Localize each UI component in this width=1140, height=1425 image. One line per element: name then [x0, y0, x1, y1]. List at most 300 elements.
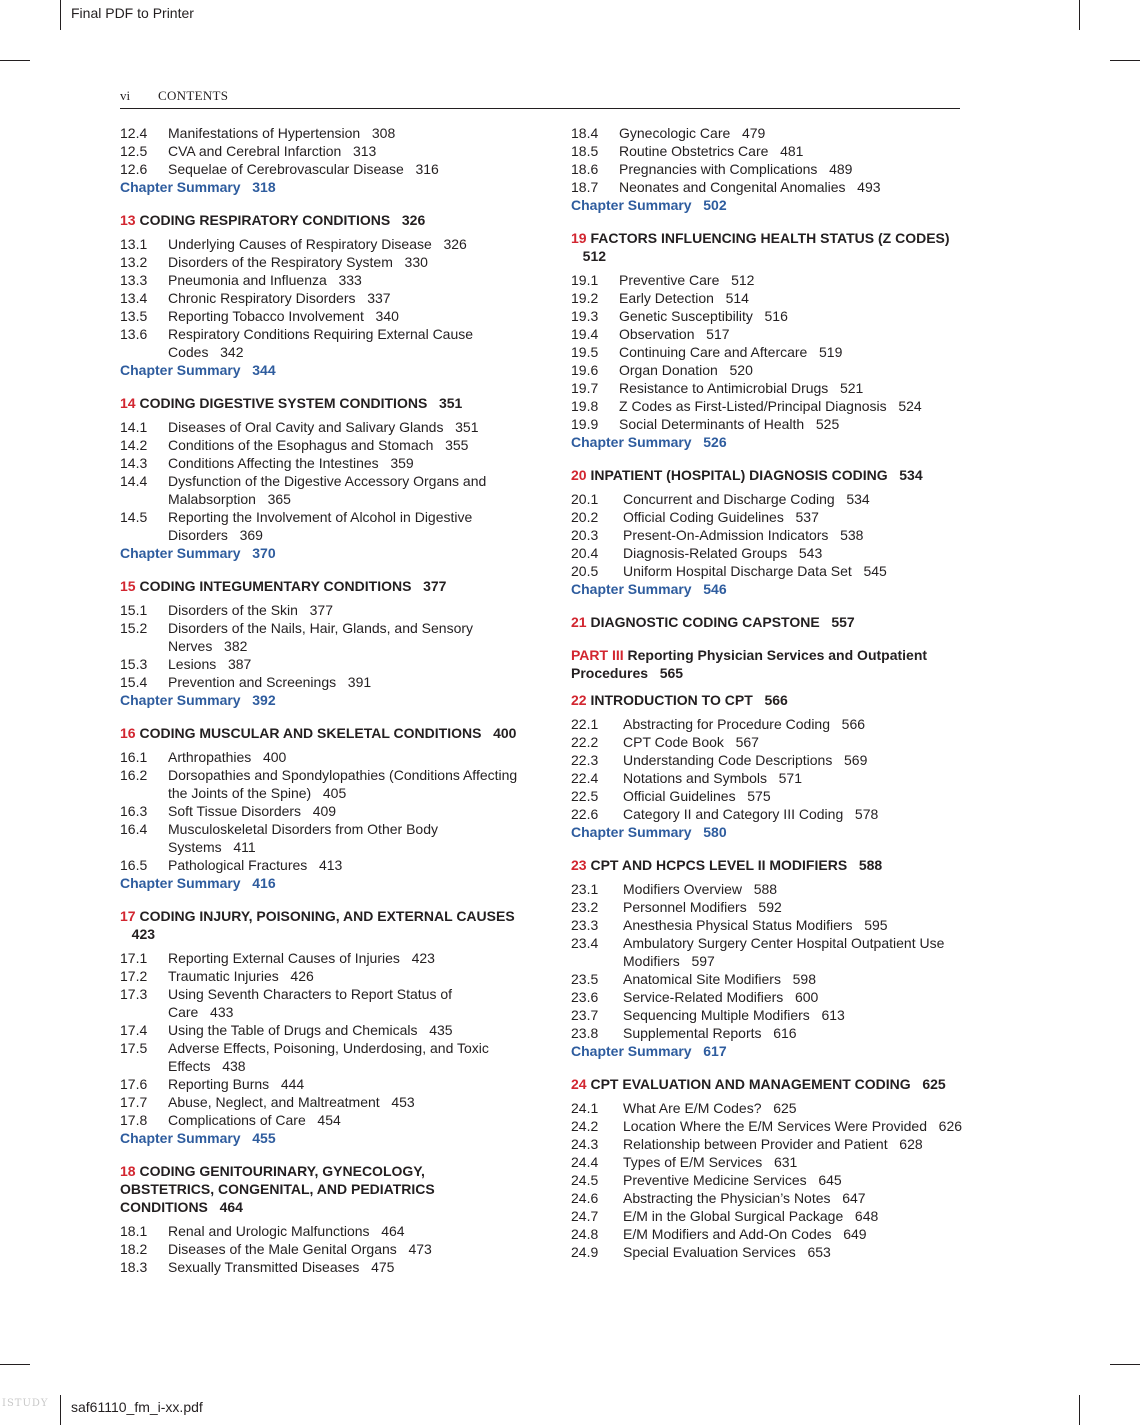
chapter-heading[interactable]	[571, 613, 966, 631]
chapter-page: 625	[922, 1076, 946, 1092]
spacer	[835, 491, 847, 507]
section-title: Conditions of the Esophagus and Stomach 355	[168, 437, 469, 453]
toc-entry[interactable]	[571, 970, 966, 988]
chapter-summary-page: 370	[252, 545, 276, 561]
section-title: Adverse Effects, Poisoning, Underdosing, and Toxic Effects 438	[168, 1040, 489, 1074]
toc-entry[interactable]	[571, 1225, 966, 1243]
section-number: 18.6	[571, 161, 599, 177]
section-title: Types of E/M Services 631	[623, 1154, 798, 1170]
chapter-summary-page: 416	[252, 875, 276, 891]
toc-entry[interactable]	[120, 160, 520, 178]
spacer	[433, 437, 445, 453]
spacer	[400, 950, 412, 966]
spacer	[380, 1094, 392, 1110]
section-title: CVA and Cerebral Infarction 313	[168, 143, 377, 159]
toc-entry[interactable]	[120, 985, 520, 1021]
toc-left-column	[120, 124, 520, 1291]
chapter-22	[571, 691, 966, 841]
spacer	[418, 1022, 430, 1038]
toc-entry[interactable]	[571, 988, 966, 1006]
spacer	[762, 1025, 774, 1041]
chapter-number: 14	[120, 395, 136, 411]
section-title: Dysfunction of the Digestive Accessory Organs and Malabsorption 365	[168, 473, 487, 507]
section-number: 20.1	[571, 491, 599, 507]
section-title: Notations and Symbols 571	[623, 770, 802, 786]
chapter-15	[120, 577, 520, 709]
chapter-heading[interactable]	[571, 229, 966, 265]
section-title: Resistance to Antimicrobial Drugs 521	[619, 380, 864, 396]
toc-entries	[120, 601, 520, 691]
toc-entry[interactable]	[571, 1117, 966, 1135]
toc-entry[interactable]	[571, 508, 966, 526]
section-number: 18.5	[571, 143, 599, 159]
toc-entry[interactable]	[571, 715, 966, 733]
chapter-number: 19	[571, 230, 587, 246]
chapter-title: CODING INJURY, POISONING, AND EXTERNAL CAUSES	[139, 908, 515, 924]
section-page: 473	[408, 1241, 432, 1257]
toc-entry[interactable]	[120, 1111, 520, 1129]
toc-entry[interactable]	[571, 1171, 966, 1189]
section-number: 24.7	[571, 1208, 599, 1224]
spacer	[888, 1136, 900, 1152]
chapter-summary-link[interactable]	[571, 580, 966, 598]
section-number: 17.7	[120, 1094, 148, 1110]
toc-entry[interactable]	[120, 673, 520, 691]
section-page: 387	[227, 656, 252, 672]
chapter-17	[120, 907, 520, 1147]
section-title: E/M Modifiers and Add-On Codes 649	[623, 1226, 867, 1242]
toc-entry[interactable]	[120, 1075, 520, 1093]
section-number: 16.4	[120, 821, 148, 837]
section-title: Sequelae of Cerebrovascular Disease 316	[168, 161, 439, 177]
toc-entry[interactable]	[571, 1024, 966, 1042]
section-page: 628	[899, 1136, 923, 1152]
spacer	[298, 602, 310, 618]
section-number: 19.2	[571, 290, 599, 306]
section-title: Complications of Care 454	[168, 1112, 341, 1128]
crop-mark	[60, 0, 61, 30]
section-title: Respiratory Conditions Requiring External Cause Codes 342	[168, 326, 474, 360]
section-title: Sequencing Multiple Modifiers 613	[623, 1007, 845, 1023]
section-title: Service-Related Modifiers 600	[623, 989, 819, 1005]
toc-entry[interactable]	[120, 436, 520, 454]
section-title: Preventive Care 512	[619, 272, 755, 288]
section-page: 517	[706, 326, 730, 342]
spacer	[843, 806, 855, 822]
toc-entry[interactable]	[571, 562, 966, 580]
toc-entry[interactable]	[571, 343, 966, 361]
spacer	[256, 491, 268, 507]
crop-mark	[1079, 1395, 1080, 1425]
section-title: Gynecologic Care 479	[619, 125, 766, 141]
section-title: Early Detection 514	[619, 290, 749, 306]
spacer	[269, 1076, 281, 1092]
part-label: PART III	[571, 647, 624, 663]
chapter-title: CPT EVALUATION AND MANAGEMENT CODING	[590, 1076, 911, 1092]
spacer	[211, 1058, 223, 1074]
spacer	[781, 971, 793, 987]
section-number: 24.1	[571, 1100, 599, 1116]
spacer	[843, 1208, 855, 1224]
section-title: Preventive Medicine Services 645	[623, 1172, 842, 1188]
section-number: 12.4	[120, 125, 148, 141]
toc-entry[interactable]	[571, 1189, 966, 1207]
chapter-summary-link[interactable]	[120, 361, 520, 379]
part-title: Reporting Physician Services and Outpatient Procedures	[571, 647, 928, 681]
chapter-number: 23	[571, 857, 587, 873]
spacer	[852, 563, 864, 579]
section-number: 15.2	[120, 620, 148, 636]
toc-entry[interactable]	[571, 415, 966, 433]
chapter-title: INPATIENT (HOSPITAL) DIAGNOSIS CODING	[590, 467, 888, 483]
section-title: Diagnosis-Related Groups 543	[623, 545, 823, 561]
toc-entry[interactable]	[571, 1099, 966, 1117]
toc-entry[interactable]	[571, 934, 966, 970]
section-number: 18.1	[120, 1223, 148, 1239]
section-number: 17.5	[120, 1040, 148, 1056]
part-heading[interactable]	[571, 646, 966, 682]
section-number: 24.5	[571, 1172, 599, 1188]
section-number: 17.2	[120, 968, 148, 984]
toc-entry[interactable]	[120, 454, 520, 472]
section-number: 19.8	[571, 398, 599, 414]
section-title: Arthropathies 400	[168, 749, 287, 765]
chapter-number: 18	[120, 1163, 136, 1179]
toc-entry[interactable]	[571, 1243, 966, 1261]
spacer	[807, 344, 819, 360]
chapter-number: 16	[120, 725, 136, 741]
toc-entry[interactable]	[120, 655, 520, 673]
section-number: 17.3	[120, 986, 148, 1002]
chapter-heading[interactable]	[120, 394, 520, 412]
chapter-summary-link[interactable]	[571, 1042, 966, 1060]
chapter-title: DIAGNOSTIC CODING CAPSTONE	[590, 614, 820, 630]
chapter-page: 566	[764, 692, 788, 708]
section-number: 19.1	[571, 272, 599, 288]
section-number: 13.5	[120, 308, 148, 324]
section-page: 567	[735, 734, 759, 750]
toc-entries	[120, 748, 520, 874]
toc-entry[interactable]	[571, 124, 966, 142]
section-page: 645	[818, 1172, 842, 1188]
section-number: 16.5	[120, 857, 148, 873]
chapter-page: 423	[131, 926, 156, 942]
toc-entry[interactable]	[571, 1135, 966, 1153]
spacer	[241, 1130, 253, 1146]
section-title: Abstracting the Physician’s Notes 647	[623, 1190, 866, 1206]
spacer	[241, 692, 253, 708]
section-title: Diseases of the Male Genital Organs 473	[168, 1241, 432, 1257]
spacer	[481, 725, 493, 741]
section-page: 308	[371, 125, 396, 141]
section-page: 405	[322, 785, 347, 801]
toc-entry[interactable]	[120, 619, 520, 655]
chapter-number: 17	[120, 908, 136, 924]
chapter-page: 557	[831, 614, 855, 630]
toc-entry[interactable]	[571, 544, 966, 562]
toc-entry[interactable]	[571, 880, 966, 898]
section-title: Relationship between Provider and Patient 628	[623, 1136, 923, 1152]
spacer	[887, 398, 899, 414]
section-title: Pathological Fractures 413	[168, 857, 343, 873]
section-number: 19.9	[571, 416, 599, 432]
spacer	[927, 1118, 939, 1134]
toc-entry[interactable]	[120, 124, 520, 142]
chapter-summary-page: 392	[252, 692, 276, 708]
chapter-summary-link[interactable]	[120, 691, 520, 709]
section-page: 575	[747, 788, 771, 804]
section-title: Renal and Urologic Malfunctions 464	[168, 1223, 405, 1239]
chapter-16	[120, 724, 520, 892]
spacer	[212, 638, 224, 654]
toc-entry[interactable]	[120, 1021, 520, 1039]
chapter-page: 377	[423, 578, 447, 594]
section-number: 18.2	[120, 1241, 148, 1257]
spacer	[404, 161, 416, 177]
spacer	[736, 788, 748, 804]
toc-entry[interactable]	[571, 142, 966, 160]
section-number: 24.2	[571, 1118, 599, 1134]
toc-entry[interactable]	[120, 307, 520, 325]
toc-entry[interactable]	[571, 916, 966, 934]
chapter-heading[interactable]	[571, 691, 966, 709]
chapter-summary-label: Chapter Summary	[120, 1130, 241, 1146]
spacer	[762, 1154, 774, 1170]
toc-entry[interactable]	[571, 160, 966, 178]
spacer	[364, 308, 376, 324]
toc-entry[interactable]	[571, 1153, 966, 1171]
chapter-summary-label: Chapter Summary	[120, 692, 241, 708]
spacer	[120, 926, 132, 942]
toc-entry[interactable]	[120, 802, 520, 820]
toc-entry[interactable]	[571, 490, 966, 508]
chapter-summary-page: 526	[703, 434, 727, 450]
toc-entry[interactable]	[120, 748, 520, 766]
section-number: 23.5	[571, 971, 599, 987]
spacer	[327, 272, 339, 288]
chapter-summary-link[interactable]	[571, 196, 966, 214]
section-title: Pregnancies with Complications 489	[619, 161, 853, 177]
toc-entries	[571, 490, 966, 580]
toc-entry[interactable]	[571, 379, 966, 397]
section-page: 382	[224, 638, 248, 654]
section-title: Abuse, Neglect, and Maltreatment 453	[168, 1094, 415, 1110]
spacer	[692, 197, 704, 213]
toc-entry[interactable]	[571, 787, 966, 805]
spacer	[846, 179, 858, 195]
toc-entry[interactable]	[120, 1039, 520, 1075]
spacer	[341, 143, 353, 159]
toc-entry[interactable]	[120, 967, 520, 985]
chapter-summary-label: Chapter Summary	[571, 824, 692, 840]
chapter-summary-link[interactable]	[120, 178, 520, 196]
section-title: Ambulatory Surgery Center Hospital Outpatient Use Modifiers 597	[623, 935, 945, 969]
section-title: Understanding Code Descriptions 569	[623, 752, 868, 768]
section-title: Disorders of the Nails, Hair, Glands, and Sensory Nerves 382	[168, 620, 474, 654]
toc-entry[interactable]	[120, 253, 520, 271]
chapter-summary-label: Chapter Summary	[571, 434, 692, 450]
toc-entry[interactable]	[120, 1258, 520, 1276]
toc-entry[interactable]	[120, 1093, 520, 1111]
chapter-heading[interactable]	[571, 856, 966, 874]
crop-mark	[1110, 1364, 1140, 1365]
toc-entry[interactable]	[120, 508, 520, 544]
chapter-summary-page: 617	[703, 1043, 727, 1059]
section-page: 649	[843, 1226, 867, 1242]
toc-entry[interactable]	[120, 856, 520, 874]
section-number: 20.3	[571, 527, 599, 543]
spacer	[198, 1004, 210, 1020]
spacer	[832, 1226, 844, 1242]
toc-entry[interactable]	[571, 1006, 966, 1024]
toc-entry[interactable]	[571, 325, 966, 343]
toc-entry[interactable]	[120, 601, 520, 619]
toc-entry[interactable]	[120, 235, 520, 253]
chapter-page: 534	[899, 467, 923, 483]
section-title: Underlying Causes of Respiratory Disease 326	[168, 236, 467, 252]
toc-entry[interactable]	[120, 289, 520, 307]
toc-entry[interactable]	[571, 751, 966, 769]
toc-entry[interactable]	[571, 898, 966, 916]
section-title: Personnel Modifiers 592	[623, 899, 782, 915]
section-page: 613	[821, 1007, 845, 1023]
section-title: Abstracting for Procedure Coding 566	[623, 716, 866, 732]
spacer	[370, 1223, 382, 1239]
section-number: 17.6	[120, 1076, 148, 1092]
chapter-heading[interactable]	[120, 577, 520, 595]
toc-entry[interactable]	[120, 949, 520, 967]
chapter-page: 464	[219, 1199, 243, 1215]
chapter-heading[interactable]	[120, 1162, 520, 1216]
toc-entry[interactable]	[571, 526, 966, 544]
chapter-summary-link[interactable]	[571, 823, 966, 841]
spacer	[390, 212, 402, 228]
running-head	[120, 88, 960, 109]
chapter-summary-page: 546	[703, 581, 727, 597]
chapter-summary-link[interactable]	[120, 1129, 520, 1147]
toc-right-column	[571, 124, 966, 1276]
toc-entry[interactable]	[120, 1240, 520, 1258]
section-title: Special Evaluation Services 653	[623, 1244, 831, 1260]
toc-entry[interactable]	[120, 271, 520, 289]
chapter-20	[571, 466, 966, 598]
section-number: 17.4	[120, 1022, 148, 1038]
section-title: Observation 517	[619, 326, 730, 342]
chapter-heading[interactable]	[571, 1075, 966, 1093]
section-number: 18.4	[571, 125, 599, 141]
section-title: Category II and Category III Coding 578	[623, 806, 879, 822]
toc-entry[interactable]	[571, 733, 966, 751]
section-title: Present-On-Admission Indicators 538	[623, 527, 864, 543]
section-page: 351	[455, 419, 479, 435]
section-page: 545	[863, 563, 887, 579]
toc-entry[interactable]	[120, 820, 520, 856]
spacer	[432, 236, 444, 252]
toc-entry[interactable]	[120, 472, 520, 508]
section-page: 569	[844, 752, 868, 768]
chapter-number: 22	[571, 692, 587, 708]
toc-entry[interactable]	[571, 361, 966, 379]
spacer	[767, 770, 779, 786]
toc-entry[interactable]	[571, 805, 966, 823]
spacer	[397, 1241, 409, 1257]
section-page: 512	[731, 272, 755, 288]
section-number: 24.9	[571, 1244, 599, 1260]
section-title: Continuing Care and Aftercare 519	[619, 344, 843, 360]
toc-entry[interactable]	[120, 325, 520, 361]
toc-entry[interactable]	[571, 397, 966, 415]
section-page: 426	[290, 968, 314, 984]
section-number: 22.3	[571, 752, 599, 768]
chapter-14	[120, 394, 520, 562]
section-page: 479	[741, 125, 766, 141]
section-page: 377	[309, 602, 333, 618]
chapter-23	[571, 856, 966, 1060]
chapter-summary-link[interactable]	[571, 433, 966, 451]
toc-entry[interactable]	[571, 769, 966, 787]
spacer	[571, 248, 583, 264]
spacer	[753, 308, 765, 324]
section-page: 313	[352, 143, 377, 159]
spacer	[784, 509, 796, 525]
chapter-summary-link[interactable]	[120, 874, 520, 892]
chapter-heading[interactable]	[571, 466, 966, 484]
section-title: Genetic Susceptibility 516	[619, 308, 788, 324]
section-page: 444	[280, 1076, 305, 1092]
section-page: 409	[312, 803, 337, 819]
section-page: 616	[773, 1025, 797, 1041]
toc-entry[interactable]	[571, 1207, 966, 1225]
spacer	[832, 752, 844, 768]
chapter-title: CODING MUSCULAR AND SKELETAL CONDITIONS	[139, 725, 482, 741]
section-title: CPT Code Book 567	[623, 734, 759, 750]
spacer	[810, 1007, 822, 1023]
section-page: 647	[842, 1190, 866, 1206]
toc-entry[interactable]	[120, 142, 520, 160]
section-title: Lesions 387	[168, 656, 252, 672]
section-number: 14.4	[120, 473, 148, 489]
spacer	[359, 1259, 371, 1275]
chapter-summary-link[interactable]	[120, 544, 520, 562]
section-title: E/M in the Global Surgical Package 648	[623, 1208, 879, 1224]
chapter-19	[571, 229, 966, 451]
section-page: 578	[854, 806, 879, 822]
chapter-heading[interactable]	[120, 724, 520, 742]
section-page: 365	[267, 491, 291, 507]
chapter-heading[interactable]	[120, 211, 520, 229]
toc-entry[interactable]	[120, 418, 520, 436]
crop-mark	[0, 60, 30, 61]
file-name-slug: saf61110_fm_i-xx.pdf	[71, 1399, 203, 1415]
toc-entry[interactable]	[571, 271, 966, 289]
spacer	[787, 545, 799, 561]
spacer	[241, 545, 253, 561]
toc-entry[interactable]	[571, 289, 966, 307]
toc-entry[interactable]	[571, 307, 966, 325]
section-number: 13.6	[120, 326, 148, 342]
spacer	[241, 179, 253, 195]
section-title: Dorsopathies and Spondylopathies (Conditions Affecting the Joints of the Spine) 405	[168, 767, 518, 801]
toc-entry[interactable]	[571, 178, 966, 196]
chapter-page: 400	[493, 725, 517, 741]
chapter-heading[interactable]	[120, 907, 520, 943]
chapter-title: INTRODUCTION TO CPT	[590, 692, 753, 708]
section-page: 571	[778, 770, 802, 786]
toc-entry[interactable]	[120, 1222, 520, 1240]
section-number: 23.2	[571, 899, 599, 915]
chapter-page: 351	[438, 395, 463, 411]
toc-entry[interactable]	[120, 766, 520, 802]
